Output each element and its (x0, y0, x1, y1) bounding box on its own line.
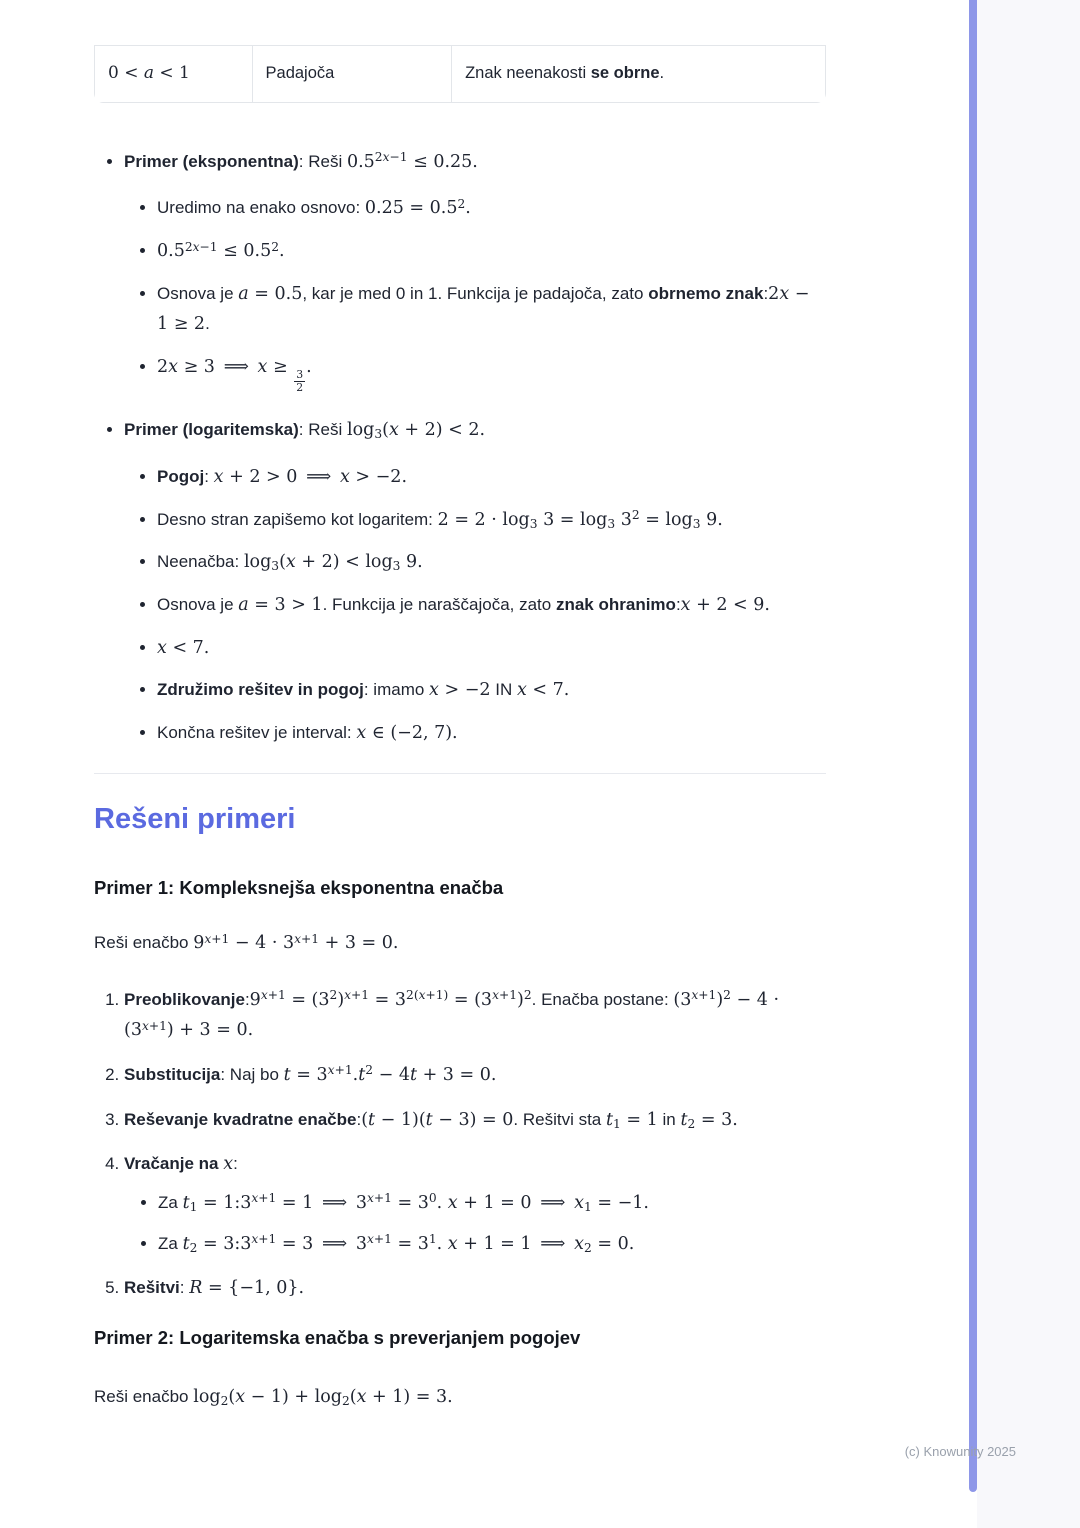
example2-title: Primer 2: Logaritemska enačba s preverjanjem pogojev (94, 1326, 581, 1348)
list-item (157, 718, 826, 749)
text-segment: ∈ (−2, 7). (366, 722, 458, 743)
text-segment: 1 (583, 1199, 592, 1214)
content (94, 45, 826, 1438)
text-segment: t (368, 1109, 376, 1130)
text-segment: a (143, 63, 154, 83)
text-segment: 2 (583, 1240, 592, 1255)
text-segment: 0.5 (157, 241, 185, 262)
text-segment: x (294, 931, 301, 946)
text-line (158, 1234, 634, 1253)
text-segment: + 1 = 1 ⟹ (457, 1233, 575, 1254)
text-segment: R (189, 1278, 203, 1299)
text-segment: 2 (687, 1116, 696, 1131)
fraction: $\frac{3}{2}$ (296, 367, 304, 394)
text-segment: 2 = 2 · log (437, 509, 530, 530)
text-segment: , kar je med 0 in 1. Funkcija je padajoča, zato (302, 283, 649, 303)
text-segment: +1) (425, 988, 449, 1003)
text-segment: obrnemo znak (648, 283, 764, 303)
text-segment: a (238, 594, 249, 615)
text-segment: Končna rešitev je interval: (157, 722, 357, 742)
text-segment: t (425, 1109, 433, 1130)
text-segment: : imamo (363, 680, 430, 700)
text-segment: x (223, 1154, 234, 1175)
list-item-logarithmic-example (124, 415, 826, 748)
list-item (157, 236, 826, 267)
text-segment: = {−1, 0}. (202, 1278, 305, 1299)
text-segment: 2 (184, 239, 193, 254)
text-segment: t (605, 1109, 614, 1130)
list-item (158, 1188, 826, 1219)
text-segment: : (204, 467, 214, 487)
text-segment: Uredimo na enako osnovo: (157, 198, 365, 218)
text-segment: x (257, 356, 268, 377)
text-segment: = 3 ⟹ 3 (276, 1233, 367, 1254)
text-segment: > −2. (349, 467, 408, 488)
text-segment: +1 (373, 1232, 392, 1247)
example2-intro (94, 1382, 826, 1413)
text-segment: ) (337, 989, 345, 1010)
text-segment: x (447, 1192, 458, 1213)
text-segment: − 4 · 3 (229, 933, 295, 954)
text-segment: 0.25 = 0.5 (364, 198, 458, 219)
text-segment: < 1 (153, 63, 190, 83)
text-segment: ≥ (267, 356, 294, 377)
list-item (157, 547, 826, 578)
text-segment: + 3 = 0. (319, 933, 399, 954)
text-segment: 2 (189, 1240, 198, 1255)
text-segment: 3 (529, 516, 538, 531)
list-item (157, 590, 826, 621)
text-segment: = log (639, 509, 693, 530)
text-segment: 2 (631, 508, 640, 523)
text-line (157, 552, 423, 574)
text-line (124, 152, 478, 171)
page-footer: (c) Knowunity 2025 (904, 1444, 1016, 1459)
text-segment: 3 (392, 559, 401, 574)
text-line (157, 356, 312, 394)
text-segment: 2 (523, 988, 532, 1003)
text-segment: x (339, 467, 350, 488)
text-segment: x (779, 283, 790, 304)
text-segment: = 3. (695, 1109, 738, 1130)
text-line (158, 1193, 649, 1212)
text-segment: x (366, 1232, 374, 1247)
text-segment: Substitucija (124, 1064, 221, 1084)
text-segment: 2 (157, 356, 169, 377)
text-segment: ≤ 0.5 (217, 241, 272, 262)
text-line (465, 64, 664, 82)
text-segment: +1 (373, 1191, 392, 1206)
text-line (157, 198, 471, 217)
text-segment: +1 (698, 988, 717, 1003)
text-segment: − 4 · (3 (124, 989, 780, 1041)
text-segment: 2 (768, 283, 780, 304)
text-segment: Neenačba: (157, 552, 244, 572)
step-item (124, 1060, 826, 1091)
text-segment: x (192, 239, 200, 254)
text-segment: = 1:3 (197, 1192, 252, 1213)
step-item (124, 1273, 826, 1304)
text-segment: +1 (148, 1018, 167, 1033)
text-segment: 9. (700, 509, 723, 530)
text-segment: : Reši (298, 420, 347, 440)
text-segment: x (366, 1191, 374, 1206)
text-segment: t (182, 1233, 190, 1254)
text-segment: Znak neenakosti (465, 64, 591, 83)
text-segment: − 3) = 0 (432, 1109, 514, 1130)
text-segment: x (344, 988, 352, 1003)
text-segment: . (465, 198, 471, 219)
solved-examples-heading: Rešeni primeri (94, 802, 296, 835)
text-segment: 3 (374, 427, 383, 442)
text-segment: 2 (341, 1393, 350, 1408)
text-segment: +1 (498, 988, 518, 1003)
text-segment: ( (361, 1109, 369, 1130)
text-segment: . (659, 64, 665, 83)
text-segment: x (447, 1233, 458, 1254)
text-line (124, 420, 486, 442)
text-segment: Združimo rešitev in pogoj (157, 680, 364, 700)
text-segment: ( (228, 1386, 236, 1407)
text-line (124, 1154, 238, 1173)
text-line (124, 1110, 738, 1129)
side-strip (977, 0, 1080, 1528)
text-segment: x (691, 988, 699, 1003)
text-segment: +1 (334, 1063, 353, 1078)
text-segment: +1 (211, 931, 230, 946)
text-line (157, 723, 458, 742)
text-line (157, 467, 407, 486)
text-segment: . (436, 1233, 448, 1254)
text-segment: ) + 3 = 0. (166, 1020, 254, 1041)
text-segment: 2 (365, 1063, 374, 1078)
text-segment: x (204, 931, 212, 946)
text-segment: t (283, 1064, 291, 1085)
text-segment: x (251, 1191, 259, 1206)
substep-list (124, 1188, 826, 1259)
text-segment: +1 (351, 988, 370, 1003)
text-segment: −1 (199, 239, 218, 254)
text-segment: . Funkcija je naraščajoča, zato (322, 594, 556, 614)
text-line (157, 284, 809, 334)
text-line (108, 64, 190, 82)
text-segment: Rešitvi (124, 1278, 180, 1298)
text-segment: = 0.5 (248, 283, 303, 304)
text-segment: in (657, 1109, 681, 1129)
text-segment: : Naj bo (220, 1064, 284, 1084)
text-segment: . (205, 314, 210, 334)
text-segment: 0 < (108, 63, 144, 83)
text-segment: +1 (258, 1232, 277, 1247)
text-segment: x (356, 1386, 367, 1407)
text-segment: Primer (logaritemska) (124, 420, 299, 440)
text-segment: : (675, 594, 681, 614)
text-segment: = 0. (591, 1233, 635, 1254)
text-segment: 9 (249, 989, 261, 1010)
text-segment: ) (517, 989, 524, 1010)
text-segment: Reši enačbo (94, 933, 194, 953)
text-segment: = (3 (448, 989, 493, 1010)
text-segment: x (157, 637, 167, 658)
text-segment: Desno stran zapišemo kot logaritem: (157, 509, 438, 529)
text-segment: 9. (400, 552, 423, 573)
text-segment: − 4 (373, 1064, 410, 1085)
text-segment: x (235, 1386, 246, 1407)
text-segment: Pogoj (157, 467, 205, 487)
text-segment: x (680, 594, 691, 615)
text-segment: = 3 (369, 989, 407, 1010)
text-line (94, 933, 398, 952)
text-segment: : (233, 1154, 238, 1174)
text-segment: ≤ 0.25. (407, 151, 478, 172)
text-segment: + 1 = 0 ⟹ (457, 1192, 575, 1213)
text-segment: = 3 (391, 1233, 429, 1254)
text-segment: . (436, 1192, 448, 1213)
text-segment: x (251, 1232, 259, 1247)
text-segment: ) (716, 989, 724, 1010)
text-segment: . (306, 356, 312, 377)
text-segment: 3 (607, 516, 616, 531)
text-segment: 3 (615, 509, 632, 530)
text-segment: (3 (673, 989, 692, 1010)
text-line (124, 1278, 304, 1297)
text-segment: x (141, 1018, 149, 1033)
text-segment: = 3:3 (197, 1233, 252, 1254)
text-segment: 2 (723, 988, 731, 1003)
text-segment: +1 (258, 1191, 277, 1206)
text-segment: − 1 ≥ 2 (157, 283, 810, 335)
text-segment: Vračanje na (124, 1154, 224, 1174)
text-segment: + 1) = 3. (366, 1386, 453, 1407)
text-segment: < 7. (526, 680, 570, 701)
text-segment: x (327, 1063, 335, 1078)
text-segment: + 2) < 2. (398, 420, 486, 441)
text-segment: 2 (457, 196, 466, 211)
text-segment: log (243, 552, 272, 573)
text-segment: se obrne (590, 64, 660, 83)
table-row (95, 46, 825, 102)
text-segment: . (279, 241, 285, 262)
scroll-indicator[interactable] (969, 0, 977, 1492)
text-segment: x (418, 988, 426, 1003)
text-segment: Primer (eksponentna) (124, 151, 299, 171)
text-segment: 9 (193, 933, 205, 954)
list-item (157, 505, 826, 536)
text-segment: = 3 > 1 (248, 594, 323, 615)
text-segment: x (168, 356, 179, 377)
text-segment: . (352, 1064, 359, 1085)
text-segment: Osnova je (157, 594, 239, 614)
text-segment: x (574, 1192, 584, 1213)
text-segment: ( (349, 1386, 357, 1407)
table-cell-rule (452, 46, 825, 102)
text-segment: log (346, 420, 375, 441)
text-segment: log (193, 1386, 221, 1407)
table-cell-interval (95, 46, 253, 102)
text-segment: − 1) + log (245, 1386, 342, 1407)
text-segment: < 7. (166, 637, 210, 658)
text-line (266, 64, 335, 82)
text-segment: 3 = log (537, 509, 608, 530)
list-item (157, 633, 826, 664)
text-segment: a (238, 283, 249, 304)
sub-list (124, 462, 826, 748)
text-segment: Osnova je (157, 283, 239, 303)
text-line (157, 595, 770, 614)
text-segment: + 2 > 0 ⟹ (223, 467, 340, 488)
step-item (124, 1149, 826, 1259)
text-line (124, 990, 779, 1040)
text-segment: 0.5 (346, 151, 375, 172)
text-segment: x (388, 420, 399, 441)
text-segment: 3 (692, 516, 701, 531)
text-line (157, 680, 569, 699)
text-segment: x (213, 467, 224, 488)
text-segment: . Enačba postane: (531, 989, 674, 1009)
text-segment: x (492, 988, 499, 1003)
text-segment: + 2 < 9. (690, 594, 770, 615)
text-segment: 1 (428, 1232, 437, 1247)
text-segment: 1 (189, 1199, 198, 1214)
text-segment: +1 (300, 931, 320, 946)
text-segment: = 1 ⟹ 3 (276, 1192, 367, 1213)
text-segment: : Reši (298, 151, 347, 171)
list-item-exponential-example (124, 147, 826, 394)
text-segment: IN (490, 680, 517, 700)
text-segment: t (358, 1064, 366, 1085)
step-item (124, 985, 826, 1046)
list-item (157, 675, 826, 706)
text-segment: 0 (428, 1191, 437, 1206)
text-line (157, 241, 285, 260)
text-segment: t (409, 1064, 418, 1085)
text-segment: = 3 (391, 1192, 429, 1213)
text-segment: : (763, 283, 769, 303)
text-segment: − 1)( (375, 1109, 426, 1130)
example1-title: Primer 1: Kompleksnejša eksponentna enačba (94, 877, 504, 899)
list-item (158, 1229, 826, 1260)
text-segment: +1 (267, 988, 286, 1003)
text-segment: ( (279, 552, 286, 573)
text-segment: x (429, 680, 439, 701)
text-segment: : (179, 1278, 190, 1298)
text-segment: x (516, 680, 527, 701)
text-segment: > −2 (438, 680, 491, 701)
list-item (157, 193, 826, 224)
text-segment: −1 (389, 150, 408, 165)
text-segment: x (356, 722, 367, 743)
list-item (157, 279, 826, 340)
sub-list (124, 193, 826, 393)
text-segment: + 2) < log (295, 552, 393, 573)
text-segment: = −1. (591, 1192, 649, 1213)
text-segment: Za (158, 1233, 183, 1253)
table-cell-monotonicity (253, 46, 453, 102)
text-segment: 2( (406, 988, 419, 1003)
text-segment: x (285, 552, 296, 573)
text-segment: Reševanje kvadratne enačbe (124, 1109, 357, 1129)
text-segment: = (3 (285, 989, 330, 1010)
section-divider (94, 773, 826, 774)
list-item (157, 462, 826, 493)
text-segment: ≥ 3 ⟹ (178, 356, 258, 377)
text-segment: = 1 (620, 1109, 658, 1130)
text-segment: 2 (271, 239, 280, 254)
text-segment: Preoblikovanje (124, 989, 245, 1009)
example1-steps (94, 985, 826, 1304)
step-item (124, 1105, 826, 1136)
text-segment: 2 (329, 988, 338, 1003)
text-segment: Padajoča (265, 64, 335, 83)
text-segment: 2 (374, 150, 383, 165)
text-segment: + 3 = 0. (417, 1064, 497, 1085)
text-segment: x (260, 988, 268, 1003)
comparison-table (94, 45, 826, 103)
text-segment: = 3 (290, 1064, 328, 1085)
text-segment: ( (382, 420, 389, 441)
text-segment: t (680, 1109, 688, 1130)
text-segment: x (382, 150, 390, 165)
text-segment: Za (158, 1192, 183, 1212)
examples-list (94, 147, 826, 749)
text-line (157, 638, 209, 657)
text-segment: 3 (271, 559, 280, 574)
list-item (157, 352, 826, 393)
example1-intro (94, 928, 826, 959)
text-line (94, 1387, 453, 1406)
text-segment: Reši enačbo (94, 1386, 194, 1406)
text-segment: 1 (613, 1116, 621, 1131)
text-line (157, 510, 723, 529)
text-line (124, 1065, 496, 1084)
text-segment: znak ohranimo (555, 594, 676, 614)
text-segment: : (244, 989, 250, 1009)
text-segment: 2 (220, 1393, 229, 1408)
text-segment: . Rešitvi sta (513, 1109, 606, 1129)
text-segment: t (182, 1192, 190, 1213)
text-segment: : (356, 1109, 362, 1129)
text-segment: x (574, 1233, 584, 1254)
